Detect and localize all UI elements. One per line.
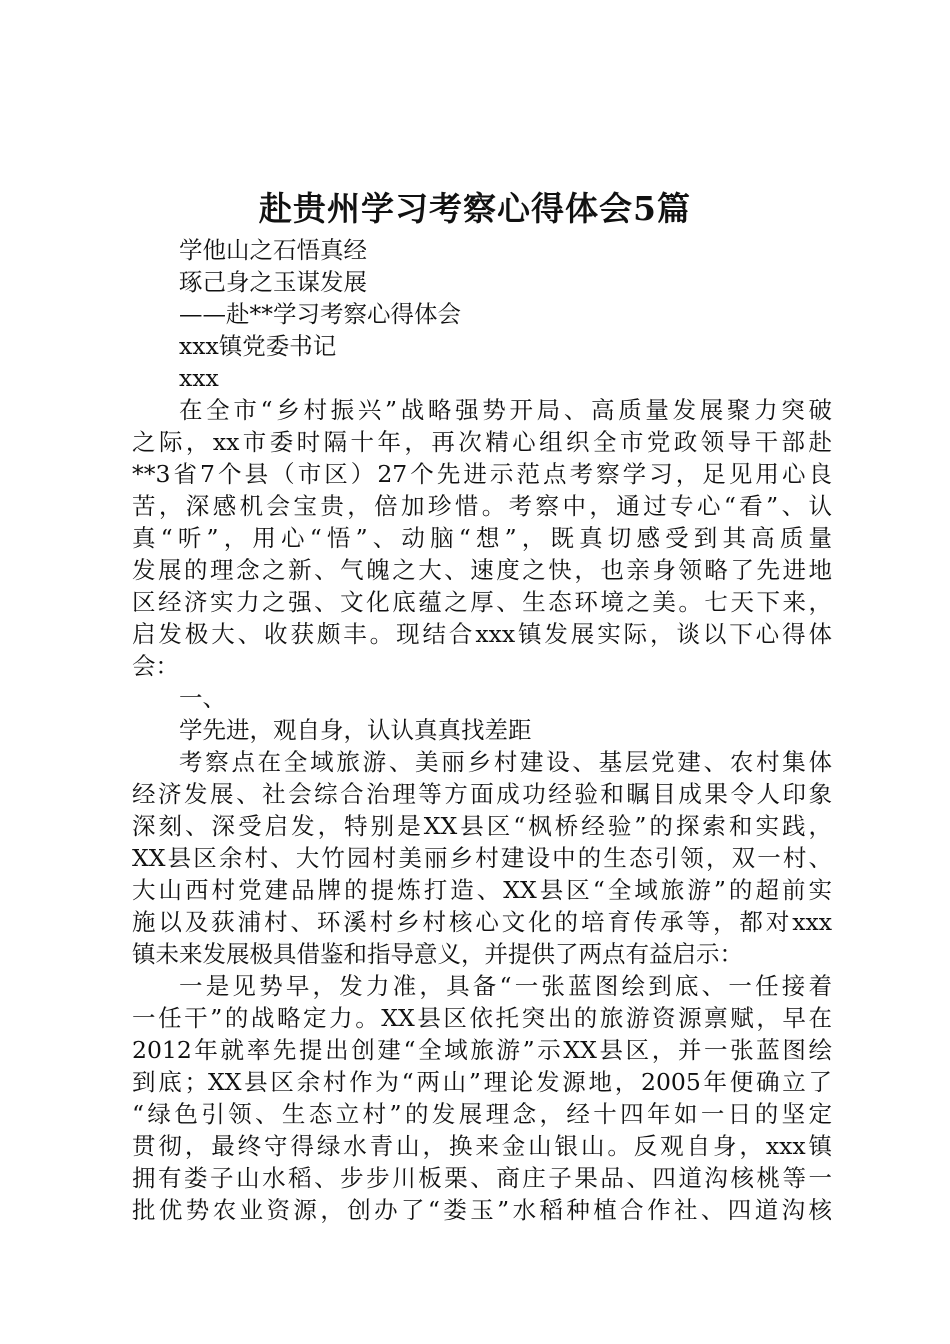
body-line: 真“听”，用心“悟”、动脑“想”，既真切感受到其高质量 — [132, 524, 832, 552]
body-line: 2012年就率先提出创建“全域旅游”示XX县区，并一张蓝图绘 — [132, 1036, 832, 1064]
body-line: 施以及荻浦村、环溪村乡村核心文化的培育传承等，都对xxx — [132, 908, 832, 936]
body-line: 一任干”的战略定力。XX县区依托突出的旅游资源禀赋，早在 — [132, 1004, 832, 1032]
body-line: 琢己身之玉谋发展 — [179, 268, 367, 296]
body-line: 学先进，观自身，认认真真找差距 — [179, 716, 532, 744]
body-line: 经济发展、社会综合治理等方面成功经验和瞩目成果令人印象 — [132, 780, 832, 808]
body-line: 苦，深感机会宝贵，倍加珍惜。考察中，通过专心“看”、认 — [132, 492, 832, 520]
body-line: “绿色引领、生态立村”的发展理念，经十四年如一日的坚定 — [132, 1100, 832, 1128]
body-line: 发展的理念之新、气魄之大、速度之快，也亲身领略了先进地 — [132, 556, 832, 584]
document-body — [132, 234, 832, 1226]
body-line: 之际，xx市委时隔十年，再次精心组织全市党政领导干部赴 — [132, 428, 832, 456]
body-line: xxx — [179, 364, 219, 392]
body-line: 考察点在全域旅游、美丽乡村建设、基层党建、农村集体 — [179, 748, 832, 776]
body-line: 批优势农业资源，创办了“娄玉”水稻种植合作社、四道沟核 — [132, 1196, 832, 1224]
body-line: **3省7个县（市区）27个先进示范点考察学习，足见用心良 — [132, 460, 832, 488]
body-line: 学他山之石悟真经 — [179, 236, 367, 264]
body-line: xxx镇党委书记 — [179, 332, 337, 360]
body-line: 到底；XX县区余村作为“两山”理论发源地，2005年便确立了 — [132, 1068, 832, 1096]
body-line: 一是见势早，发力准，具备“一张蓝图绘到底、一任接着 — [179, 972, 832, 1000]
body-line: 拥有娄子山水稻、步步川板栗、商庄子果品、四道沟核桃等一 — [132, 1164, 832, 1192]
body-line: 一、 — [179, 684, 226, 712]
body-line: 启发极大、收获颇丰。现结合xxx镇发展实际，谈以下心得体 — [132, 620, 832, 648]
body-line: 深刻、深受启发，特别是XX县区“枫桥经验”的探索和实践， — [132, 812, 832, 840]
body-line: 会： — [132, 652, 179, 680]
body-line: 镇未来发展极具借鉴和指导意义，并提供了两点有益启示： — [132, 940, 743, 968]
body-line: XX县区余村、大竹园村美丽乡村建设中的生态引领，双一村、 — [132, 844, 832, 872]
body-line: 在全市“乡村振兴”战略强势开局、高质量发展聚力突破 — [179, 396, 832, 424]
document-title: 赴贵州学习考察心得体会5篇 — [259, 189, 691, 228]
body-line: 贯彻，最终守得绿水青山，换来金山银山。反观自身，xxx镇 — [132, 1132, 832, 1160]
body-line: 大山西村党建品牌的提炼打造、XX县区“全域旅游”的超前实 — [132, 876, 832, 904]
body-line: 区经济实力之强、文化底蕴之厚、生态环境之美。七天下来， — [132, 588, 832, 616]
body-line: ——赴**学习考察心得体会 — [179, 300, 461, 328]
